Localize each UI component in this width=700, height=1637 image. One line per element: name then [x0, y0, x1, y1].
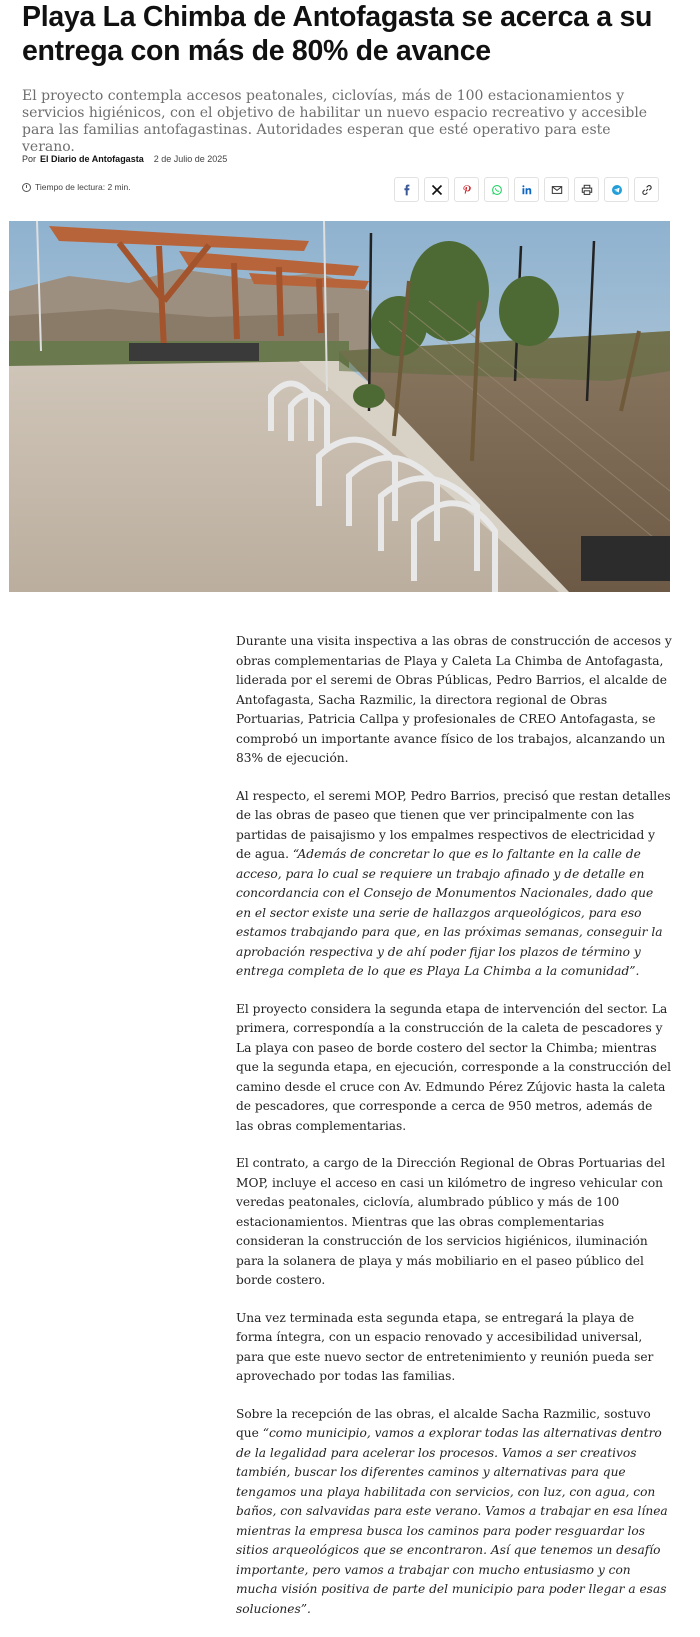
paragraph-quote: “Además de concretar lo que es lo faltante en la calle de acceso, para lo cual se requiere un trabajo afinado y de detalle en concordancia con el Consejo de Monumentos Nacionales, dado que en el sector existe una serie de hallazgos arqueológicos, para eso estamos trabajando para que, en las próximas semanas, conseguir la aprobación respectiva y de ahí poder fijar los plazos de término y entrega completa de lo que es Playa La Chimba a la comunidad”.: [236, 847, 663, 978]
x-icon: [431, 184, 443, 196]
article-paragraph: [236, 787, 672, 982]
byline: [22, 154, 227, 164]
article-paragraph: [236, 1000, 672, 1137]
share-linkedin-button[interactable]: [514, 177, 539, 202]
share-facebook-button[interactable]: [394, 177, 419, 202]
hero-photo-illustration: [9, 221, 670, 592]
article-paragraph: [236, 1154, 672, 1291]
paragraph-text: El proyecto considera la segunda etapa de intervención del sector. La primera, correspondía a la construcción de la caleta de pescadores y La playa con paseo de borde costero del sector la Chimba; mientras que la segunda etapa, en ejecución, corresponde a la construcción del camino desde el cruce con Av. Edmundo Pérez Zújovic hasta la caleta de pescadores, que corresponde a cerca de 950 metros, además de las obras complementarias.: [236, 1001, 672, 1133]
share-x-button[interactable]: [424, 177, 449, 202]
paragraph-text: Sobre la recepción de las obras, el alcalde Sacha Razmilic, sostuvo que: [236, 1406, 651, 1440]
paragraph-text: Durante una visita inspectiva a las obras de construcción de accesos y obras complementarias de Playa y Caleta La Chimba de Antofagasta, liderada por el seremi de Obras Públicas, Pedro Barrios, el alcalde de Antofagasta, Sacha Razmilic, la directora regional de Obras Portuarias, Patricia Callpa y profesionales de CREO Antofagasta, se comprobó un importante avance físico de los trabajos, alcanzando un 83% de ejecución.: [236, 634, 672, 765]
print-icon: [581, 184, 593, 196]
paragraph-text: Una vez terminada esta segunda etapa, se entregará la playa de forma íntegra, con un espacio renovado y accesibilidad universal, para que este nuevo sector de entretenimiento y reunión pueda ser aprovechado por todas las familias.: [236, 1310, 654, 1383]
telegram-icon: [611, 184, 623, 196]
publish-date: 2 de Julio de 2025: [153, 154, 228, 164]
email-icon: [551, 184, 563, 196]
link-icon: [641, 184, 653, 196]
hero-photo: [9, 221, 670, 592]
clock-icon: [22, 183, 31, 192]
share-bar: [394, 177, 659, 202]
article-subtitle: El proyecto contempla accesos peatonales, ciclovías, más de 100 estacionamientos y servicios higiénicos, con el objetivo de habilitar un nuevo espacio recreativo y accesible para las familias antofagastinas. Autoridades esperan que esté operativo para este verano.: [22, 88, 648, 155]
article-headline: Playa La Chimba de Antofagasta se acerca a su entrega con más de 80% de avance: [22, 1, 653, 67]
reading-time: [22, 182, 131, 192]
paragraph-quote: “como municipio, vamos a explorar todas las alternativas dentro de la legalidad para acelerar los procesos. Vamos a ser creativos también, buscar los diferentes caminos y alternativas para que tengamos una playa habilitada con servicios, con luz, con agua, con baños, con salvavidas para este verano. Vamos a trabajar en esa línea mientras la empresa busca los caminos para poder resguardar los sitios arqueológicos que se encontraron. Así que tenemos un desafío importante, pero vamos a trabajar con mucho entusiasmo y con mucha visión positiva de parte del municipio para poder llegar a esas soluciones”.: [236, 1426, 668, 1616]
author-link[interactable]: El Diario de Antofagasta: [40, 154, 144, 164]
article-body: [236, 632, 672, 1637]
byline-prefix: Por: [22, 154, 37, 164]
reading-time-label: Tiempo de lectura: 2 min.: [35, 182, 131, 192]
whatsapp-icon: [491, 184, 503, 196]
share-email-button[interactable]: [544, 177, 569, 202]
paragraph-text: Al respecto, el seremi MOP, Pedro Barrios, precisó que restan detalles de las obras de paseo que tienen que ver principalmente con las partidas de paisajismo y los empalmes respectivos de electricidad y de agua.: [236, 788, 671, 861]
linkedin-icon: [521, 184, 533, 196]
share-print-button[interactable]: [574, 177, 599, 202]
share-whatsapp-button[interactable]: [484, 177, 509, 202]
facebook-icon: [401, 184, 413, 196]
share-pinterest-button[interactable]: [454, 177, 479, 202]
article-paragraph: [236, 632, 672, 769]
pinterest-icon: [461, 184, 473, 196]
article-paragraph: [236, 1309, 672, 1387]
share-telegram-button[interactable]: [604, 177, 629, 202]
article-paragraph: [236, 1405, 672, 1620]
paragraph-text: El contrato, a cargo de la Dirección Regional de Obras Portuarias del MOP, incluye el acceso en casi un kilómetro de ingreso vehicular con veredas peatonales, ciclovía, alumbrado público y más de 100 estacionamientos. Mientras que las obras complementarias consideran la construcción de los servicios higiénicos, iluminación para la solanera de playa y más mobiliario en el paseo público del borde costero.: [236, 1156, 666, 1287]
share-copy-link-button[interactable]: [634, 177, 659, 202]
